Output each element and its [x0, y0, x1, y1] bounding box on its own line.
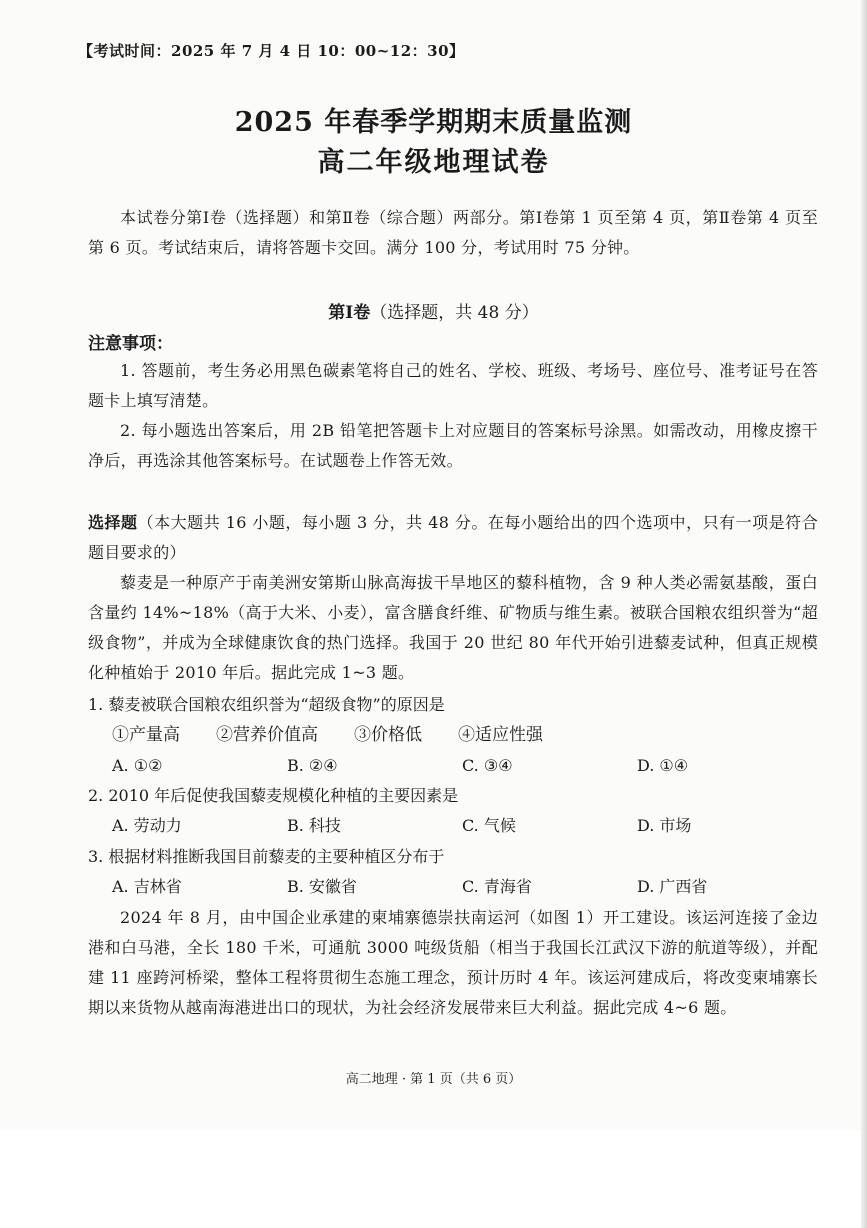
q3-option-d[interactable]: D. 广西省: [637, 877, 708, 896]
q1-option-c[interactable]: C. ③④: [462, 756, 513, 775]
question-1-options: [112, 751, 812, 781]
q1-option-b[interactable]: B. ②④: [287, 756, 338, 775]
q1-option-a[interactable]: A. ①②: [112, 756, 163, 775]
q1-item: ②营养价值高: [216, 725, 318, 745]
question-2-options: [112, 811, 812, 841]
material-1: 藜麦是一种原产于南美洲安第斯山脉高海拔干旱地区的藜科植物，含 9 种人类必需氨基酸，蛋白含量约 14%~18%（高于大米、小麦），富含膳食纤维、矿物质与维生素。被联合国粮农组织誉为“超级食物”，并成为全球健康饮食的热门选择。我国于 20 世纪 80 年代开始引进藜麦试种，但真正规模化种植始于 2010 年后。据此完成 1~3 题。: [88, 573, 818, 682]
choice-section-desc: （本大题共 16 小题，每小题 3 分，共 48 分。在每小题给出的四个选项中，只有一项是符合题目要求的）: [88, 513, 819, 562]
page-bottom-margin: [0, 1130, 867, 1228]
q3-option-c[interactable]: C. 青海省: [462, 877, 532, 896]
question-1-stem: 1. 藜麦被联合国粮农组织誉为“超级食物”的原因是: [88, 695, 445, 714]
question-3-options: [112, 872, 812, 902]
question-1-items: [112, 720, 579, 750]
section-title-sub: （选择题，共 48 分）: [370, 303, 539, 323]
q2-option-c[interactable]: C. 气候: [462, 816, 516, 835]
exam-subtitle: 高二年级地理试卷: [317, 147, 550, 178]
exam-time: 【考试时间：2025 年 7 月 4 日 10：00~12：30】: [78, 42, 465, 60]
choice-section-intro: [88, 508, 818, 568]
exam-title: 2025 年春季学期期末质量监测: [234, 107, 633, 138]
scan-edge-shadow: [861, 0, 867, 1228]
q2-option-b[interactable]: B. 科技: [287, 816, 341, 835]
question-3-stem: 3. 根据材料推断我国目前藜麦的主要种植区分布于: [88, 847, 445, 866]
section-title-main: 第Ⅰ卷: [328, 303, 371, 323]
q2-option-a[interactable]: A. 劳动力: [112, 816, 182, 835]
q1-item: ③价格低: [354, 725, 422, 745]
notice-item-2: 2. 每小题选出答案后，用 2B 铅笔把答题卡上对应题目的答案标号涂黑。如需改动，用橡皮擦干净后，再选涂其他答案标号。在试题卷上作答无效。: [88, 421, 818, 470]
notice-heading: 注意事项：: [88, 334, 173, 354]
notice-item-1: 1. 答题前，考生务必用黑色碳素笔将自己的姓名、学校、班级、考场号、座位号、准考证号在答题卡上填写清楚。: [88, 361, 818, 410]
q3-option-b[interactable]: B. 安徽省: [287, 877, 357, 896]
q2-option-d[interactable]: D. 市场: [637, 816, 692, 835]
q1-item: ④适应性强: [458, 725, 543, 745]
page-footer: 高二地理 · 第 1 页（共 6 页）: [345, 1072, 522, 1087]
q1-option-d[interactable]: D. ①④: [637, 756, 689, 775]
section-title: [0, 298, 867, 323]
choice-section-heading: 选择题: [88, 513, 138, 532]
q1-item: ①产量高: [112, 725, 180, 745]
question-2-stem: 2. 2010 年后促使我国藜麦规模化种植的主要因素是: [88, 786, 459, 805]
q3-option-a[interactable]: A. 吉林省: [112, 877, 182, 896]
material-2: 2024 年 8 月，由中国企业承建的柬埔寨德崇扶南运河（如图 1）开工建设。该运河连接了金边港和白马港，全长 180 千米，可通航 3000 吨级货船（相当于我国长江武汉下游的航道等级），并配建 11 座跨河桥梁，整体工程将贯彻生态施工理念，预计历时 4 年。该运河建成后，将改变柬埔寨长期以来货物从越南海港进出口的现状，为社会经济发展带来巨大利益。据此完成 4~6 题。: [88, 908, 818, 1017]
intro-paragraph: 本试卷分第Ⅰ卷（选择题）和第Ⅱ卷（综合题）两部分。第Ⅰ卷第 1 页至第 4 页，第Ⅱ卷第 4 页至第 6 页。考试结束后，请将答题卡交回。满分 100 分，考试用时 75 分钟。: [88, 208, 818, 257]
